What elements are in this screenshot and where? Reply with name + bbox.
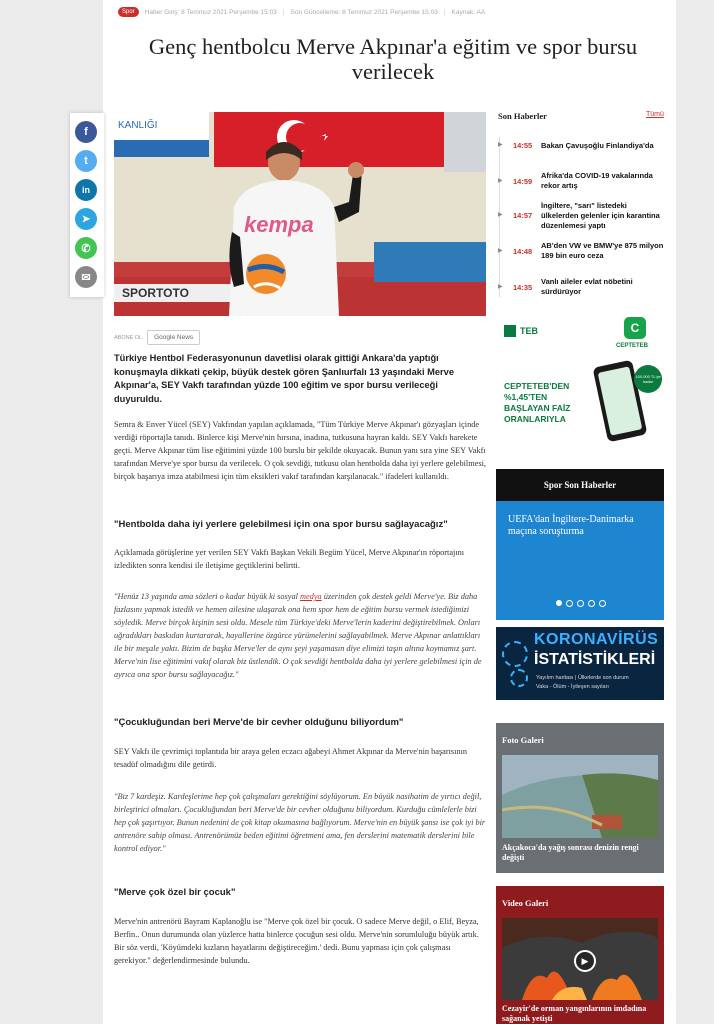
linkedin-icon[interactable]: in: [75, 179, 97, 201]
corona-subtitle: Yayılım haritası | Ülkelerde son durum: [536, 675, 629, 681]
corona-title-line2: İSTATİSTİKLERİ: [534, 651, 656, 668]
hero-banner-left: KANLIĞI: [118, 120, 158, 131]
published-date: Haber Giriş: 8 Temmuz 2021 Perşembe 15:03: [144, 8, 277, 16]
arrow-right-icon: ▶: [498, 212, 503, 218]
article-lead: Türkiye Hentbol Federasyonunun davetlisi olarak gittiği Ankara'da yaptığı konuşmayla dikkati çekip, büyük destek gören Şanlıurfalı 13 yaşındaki Merve Akpınar'a, SEY Vakfı tarafından yüzde 100 eğitim ve spor bursu verileceği duyuruldu.: [114, 353, 454, 404]
article-meta: Spor Haber Giriş: 8 Temmuz 2021 Perşembe 15:03 | Son Güncelleme: 8 Temmuz 2021 Perşembe 15:03 | Kaynak: AA: [118, 4, 485, 20]
page-title: Genç hentbolcu Merve Akpınar'a eğitim ve spor bursu verilecek: [148, 34, 638, 84]
subscribe-label: ABONE OL: [114, 334, 143, 341]
slider-dot[interactable]: [566, 600, 573, 607]
photo-gallery-image[interactable]: [502, 755, 658, 838]
slider-dots: [556, 600, 606, 607]
arrow-right-icon: ▶: [498, 248, 503, 254]
article-heading-2: "Çocukluğundan beri Merve'de bir cevher olduğunu biliyordum": [114, 717, 404, 728]
slider-dot[interactable]: [577, 600, 584, 607]
latest-news-item[interactable]: ▶ 14:57 İngiltere, "sarı" listedeki ülkelerden gelenler için karantina düzenlemesi yaptı: [498, 201, 660, 230]
photo-gallery-caption[interactable]: Akçakoca'da yağış sonrası denizin rengi değişti: [502, 843, 639, 862]
teb-advertisement[interactable]: [496, 317, 664, 447]
google-news-button[interactable]: Google News: [147, 330, 200, 345]
whatsapp-icon[interactable]: ✆: [75, 237, 97, 259]
subscribe-row: [114, 330, 200, 345]
ad-headline: CEPTETEB'DEN %1,45'TEN BAŞLAYAN FAİZ ORANLARIYLA: [504, 381, 571, 424]
article-quote-1: "Henüz 13 yaşında ama sözleri o kadar büyük ki sosyal medya üzerinden çok destek geldi Merve'ye. Biz daha fazlasını yapmak istedik ve hemen ailesine ulaşarak ona hem spor hem de eğitim bursu vermek istediğimizi söyledik. Merve birçok kişinin sesi oldu. Mesele tüm Türkiye'deki Merve'lerin kaderini değiştirebilmek. Onları uğradıkları baskıdan kurtararak, hayallerine özgürce yürümelerini sağlayabilmek. Merve Akpınar anlattıkları ile bir meşale yaktı. Bizim de başka Merve'ler de aynı şeyi yaşamasın diye elimizi taşın altına koymamız şart. Merve'nin lise eğitimini vakıf olarak biz üstlendik. O çok sevdiği hentbolda daha iyi yerlere gelebilmesi için de ayrıca ona spor bursu sağlayacağız.": [114, 592, 482, 679]
arrow-right-icon: ▶: [498, 284, 503, 290]
play-icon[interactable]: ▶: [574, 950, 596, 972]
article-heading-1: "Hentbolda daha iyi yerlere gelebilmesi için ona spor bursu sağlayacağız": [114, 519, 448, 530]
facebook-icon[interactable]: f: [75, 121, 97, 143]
source-label: Kaynak: AA: [451, 8, 486, 16]
latest-news-all-link[interactable]: Tümü: [646, 111, 664, 118]
ad-badge: 100.000 TL'ye kadar: [634, 365, 662, 393]
arrow-right-icon: ▶: [498, 142, 503, 148]
video-gallery-title: Video Galeri: [502, 898, 549, 908]
updated-date: Son Güncelleme: 8 Temmuz 2021 Perşembe 15:03: [290, 8, 438, 16]
latest-news-item[interactable]: ▶ 14:35 Vanlı aileler evlat nöbetini sürdürüyor: [498, 277, 633, 296]
latest-news-title: Son Haberler: [498, 111, 547, 121]
telegram-icon[interactable]: ➤: [75, 208, 97, 230]
cepteteb-logo-icon: C: [624, 317, 646, 339]
slider-dot[interactable]: [556, 600, 562, 606]
twitter-icon[interactable]: t: [75, 150, 97, 172]
latest-news-item[interactable]: ▶ 14:59 Afrika'da COVID-19 vakalarında rekor artış: [498, 171, 653, 190]
slider-dot[interactable]: [599, 600, 606, 607]
arrow-right-icon: ▶: [498, 178, 503, 184]
corona-stats-banner[interactable]: [496, 627, 664, 700]
share-bar: [70, 113, 104, 297]
email-icon[interactable]: ✉: [75, 266, 97, 288]
latest-news-item[interactable]: ▶ 14:48 AB'den VW ve BMW'ye 875 milyon 189 bin euro ceza: [498, 241, 664, 260]
category-badge[interactable]: Spor: [118, 7, 139, 17]
corona-subtitle-2: Vaka - Ölüm - İyileşen sayıları: [536, 684, 609, 690]
article-paragraph-2: Açıklamada görüşlerine yer verilen SEY Vakfı Başkan Vekili Begüm Yücel, Merve Akpınar'ın röportajını izledikten sonra kendisi ile iletişime geçtiklerini belirtti.: [114, 548, 465, 570]
hero-shirt-text: kempa: [244, 212, 314, 237]
corona-title-line1: KORONAVİRÜS: [534, 631, 659, 648]
teb-logo-icon: [504, 325, 516, 337]
teb-logo-text: TEB: [520, 326, 538, 336]
video-gallery-caption[interactable]: Cezayir'de orman yangınlarının imdadına sağanak yetişti: [502, 1004, 647, 1023]
sport-news-headline[interactable]: UEFA'dan İngiltere-Danimarka maçına soruşturma: [508, 514, 634, 537]
virus-icon: [510, 669, 528, 687]
article-paragraph-1: Semra & Enver Yücel (SEY) Vakfından yapılan açıklamada, "Tüm Türkiye Merve Akpınar'ı gözyaşları içinde verdiği röportajla tanıdı. Binlerce kişi Merve'nin hırsına, inadına, tutkusuna hayran kaldı. SEY Vakfı harekete geçti. Merve Akpınar tüm lise eğitimini yüzde 100 burslu bir şekilde okuyacak. Bunun yanı sıra yine SEY Vakfı tarafından Merve'ye spor bursu da verilecek. O çok sevdiği, tutkusu olan hentbolda daha iyi yerlere gelebilmesi, birçok başarıya imza atabilmesi için tüm eksikleri vakıf tarafından karşılanacak." ifadeleri kullanıldı.: [114, 420, 486, 481]
sport-news-box: [496, 469, 664, 620]
virus-icon: [502, 641, 528, 667]
slider-dot[interactable]: [588, 600, 595, 607]
article-quote-2: "Biz 7 kardeşiz. Kardeşlerime hep çok çalışmaları gerektiğini söylüyorum. En büyük nasihatim de yırtıcı değil, birleştirici olmaları. Çocukluğundan beri Merve'de bir cevher olduğunu biliyordum. Kurduğu cümlelerle bizi hep çok şaşırtıyor. Bunun nedenini de çok kitap okumasına bağlıyorum. Merve'nin en büyük şansı ise çok iyi bir antrenöre sahip olması. Antrenörümüz beden eğitimi öğretmeni ama, fen derslerini matematik derslerini bile kontrol ediyor.": [114, 792, 486, 853]
latest-news-item[interactable]: ▶ 14:55 Bakan Çavuşoğlu Finlandiya'da: [498, 141, 654, 150]
cepteteb-label: CEPTETEB: [616, 343, 649, 349]
article-paragraph-4: Merve'nin antrenörü Bayram Kaplanoğlu ise "Merve çok özel bir çocuk. O sadece Merve değil, o Elif, Beyza, Berfin.. Onun durumunda olan yüzlerce hatta binlerce çocuğun sesi oldu. Merve'nin sorumluluğu büyük artık. Bir söz verdi, 'Köyümdeki kızların hayatlarını değiştireceğim.' dedi. Bunu yapması için çok çalışması gerekiyor." değerlendirmesinde bulundu.: [114, 917, 479, 965]
video-gallery-box: [496, 886, 664, 1024]
photo-gallery-title: Foto Galeri: [502, 735, 544, 745]
photo-gallery-box: [496, 723, 664, 873]
hero-image: [114, 112, 486, 316]
article-paragraph-3: SEY Vakfı ile çevrimiçi toplantıda bir araya gelen eczacı ağabeyi Ahmet Akpınar da Merve'nin başarısının tesadüf olmadığını dile getirdi.: [114, 747, 468, 769]
hero-photo: [114, 112, 486, 316]
hero-banner-bottom: SPORTOTO: [122, 286, 189, 300]
medya-link[interactable]: medya: [300, 592, 322, 601]
article-heading-3: "Merve çok özel bir çocuk": [114, 887, 236, 898]
sport-news-title: Spor Son Haberler: [496, 469, 664, 501]
